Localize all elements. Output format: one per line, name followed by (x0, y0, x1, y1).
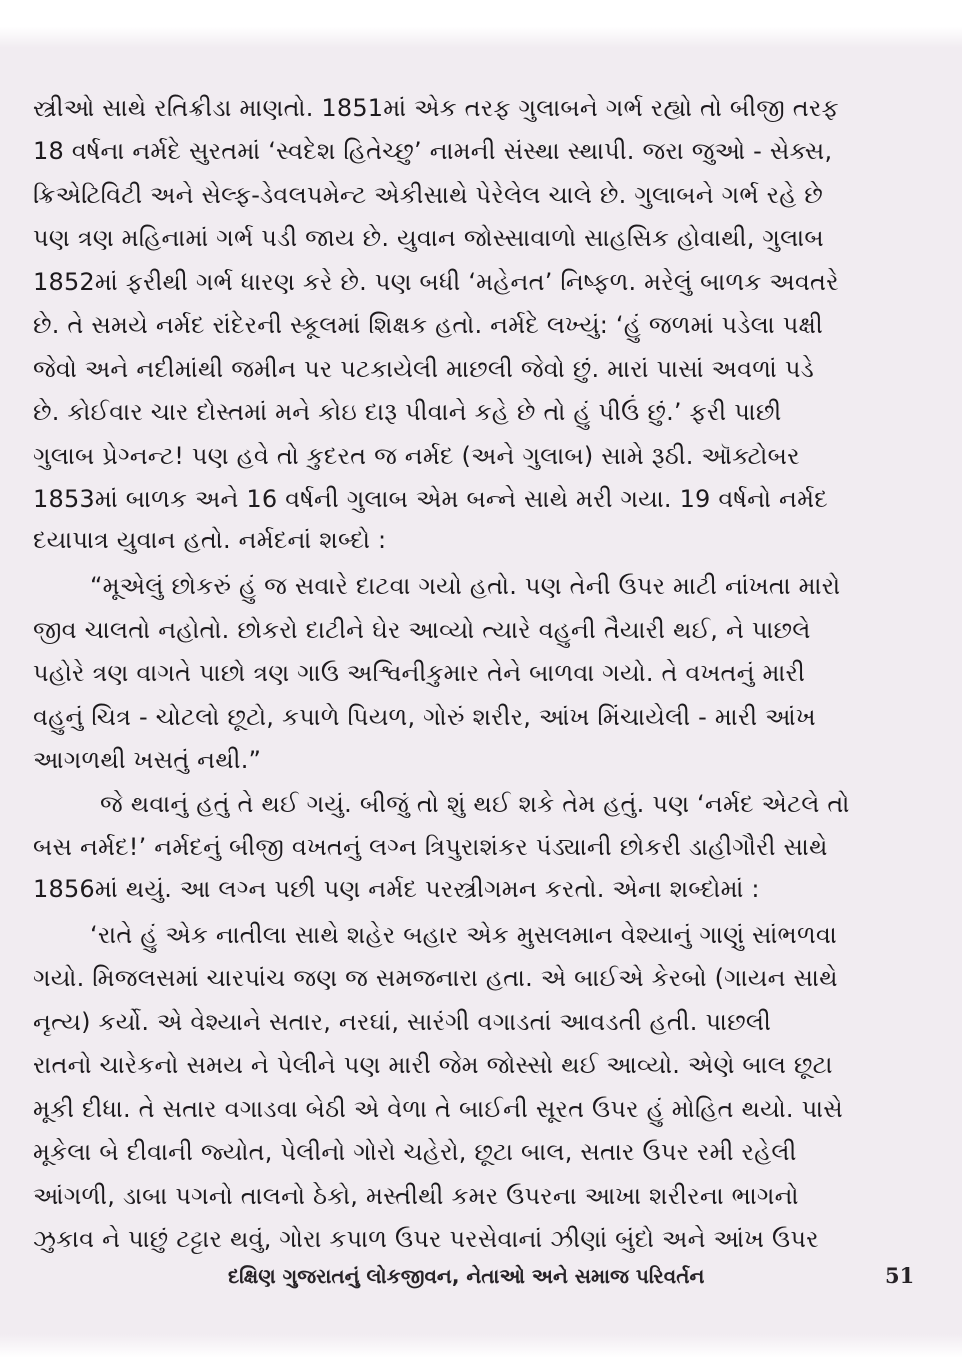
text-line: પહોરે ત્રણ વાગતે પાછો ત્રણ ગાઉ અશ્વિનીકુમાર તેને બાળવા ગયો. તે વખતનું મારી (33, 659, 806, 687)
page-top-edge (0, 0, 962, 48)
text-line: 18 વર્ષના નર્મદે સુરતમાં ‘સ્વદેશ હિતેચ્છુ’ નામની સંસ્થા સ્થાપી. જરા જુઓ - સેક્સ, (33, 137, 833, 165)
text-line: વહુનું ચિત્ર - ચોટલો છૂટો, કપાળે પિયળ, ગોરું શરીર, આંખ મિંચાયેલી - મારી આંખ (33, 703, 816, 731)
text-line: 1856માં થયું. આ લગ્ન પછી પણ નર્મદ પરસ્ત્રીગમન કરતો. એના શબ્દોમાં : (33, 875, 760, 903)
text-line: 1852માં ફરીથી ગર્ભ ધારણ કરે છે. પણ બધી ‘મહેનત’ નિષ્ફળ. મરેલું બાળક અવતરે (33, 268, 839, 296)
text-line: નૃત્ય) કર્યો. એ વેશ્યાને સતાર, નરઘાં, સારંગી વગાડતાં આવડતી હતી. પાછલી (33, 1008, 772, 1036)
page-footer (0, 1256, 962, 1296)
text-line: મૂકેલા બે દીવાની જ્યોત, પેલીનો ગોરો ચહેરો, છૂટા બાલ, સતાર ઉપર રમી રહેલી (33, 1138, 797, 1166)
text-line: ઝુકાવ ને પાછું ટટ્ટાર થવું, ગોરા કપાળ ઉપર પરસેવાનાં ઝીણાં બુંદો અને આંખ ઉપર (33, 1225, 819, 1253)
text-line: બસ નર્મદ!’ નર્મદનું બીજી વખતનું લગ્ન ત્રિપુરાશંકર પંડ્યાની છોકરી ડાહીગૌરી સાથે (33, 833, 828, 861)
page-number: 51 (885, 1263, 915, 1288)
text-line: જે થવાનું હતું તે થઈ ગયું. બીજું તો શું થઈ શકે તેમ હતું. પણ ‘નર્મદ એટલે તો (100, 790, 850, 818)
text-line: દયાપાત્ર યુવાન હતો. નર્મદનાં શબ્દો : (33, 526, 387, 554)
text-line: જેવો અને નદીમાંથી જમીન પર પટકાયેલી માછલી જેવો છું. મારાં પાસાં અવળાં પડે (33, 355, 814, 383)
text-line: 1853માં બાળક અને 16 વર્ષની ગુલાબ એમ બન્ને સાથે મરી ગયા. 19 વર્ષનો નર્મદ (33, 485, 828, 513)
text-line: આગળથી ખસતું નથી.” (33, 746, 262, 774)
text-line: ગુલાબ પ્રેગ્નન્ટ! પણ હવે તો કુદરત જ નર્મદ (અને ગુલાબ) સામે રૂઠી. ઑક્ટોબર (33, 442, 800, 470)
text-line: છે. તે સમયે નર્મદ રાંદેરની સ્કૂલમાં શિક્ષક હતો. નર્મદે લખ્યું: ‘હું જળમાં પડેલા પક્ષી (33, 311, 823, 339)
text-line: ‘રાતે હું એક નાતીલા સાથે શહેર બહાર એક મુસલમાન વેશ્યાનું ગાણું સાંભળવા (90, 921, 837, 949)
text-line: આંગળી, ડાબા પગનો તાલનો ઠેકો, મસ્તીથી કમર ઉપરના આખા શરીરના ભાગનો (33, 1182, 799, 1210)
text-line: જીવ ચાલતો નહોતો. છોકરો દાટીને ઘેર આવ્યો ત્યારે વહુની તૈયારી થઈ, ને પાછલે (33, 616, 811, 644)
text-line: સ્ત્રીઓ સાથે રતિક્રીડા માણતો. 1851માં એક તરફ ગુલાબને ગર્ભ રહ્યો તો બીજી તરફ (33, 94, 839, 122)
text-line: રાતનો ચારેકનો સમય ને પેલીને પણ મારી જેમ જોસ્સો થઈ આવ્યો. એણે બાલ છૂટા (33, 1051, 833, 1079)
text-line: મૂકી દીધા. તે સતાર વગાડવા બેઠી એ વેળા તે બાઈની સૂરત ઉપર હું મોહિત થયો. પાસે (33, 1095, 843, 1123)
running-footer-title: દક્ષિણ ગુજરાતનું લોકજીવન, નેતાઓ અને સમાજ પરિવર્તન (228, 1264, 705, 1288)
text-line: છે. કોઈવાર ચાર દોસ્તમાં મને કોઇ દારૂ પીવાને કહે છે તો હું પીઉં છું.’ ફરી પાછી (33, 398, 782, 426)
text-line: ક્રિએટિવિટી અને સેલ્ફ-ડેવલપમેન્ટ એકીસાથે પેરેલેલ ચાલે છે. ગુલાબને ગર્ભ રહે છે (33, 181, 824, 209)
text-line: ગયો. મિજલસમાં ચારપાંચ જણ જ સમજનારા હતા. એ બાઈએ કેરબો (ગાયન સાથે (33, 964, 838, 992)
text-line: “મૂએલું છોકરું હું જ સવારે દાટવા ગયો હતો. પણ તેની ઉપર માટી નાંખતા મારો (90, 572, 841, 600)
page-bottom-edge (0, 1334, 962, 1368)
text-line: પણ ત્રણ મહિનામાં ગર્ભ પડી જાય છે. યુવાન જોસ્સાવાળો સાહસિક હોવાથી, ગુલાબ (33, 224, 824, 252)
